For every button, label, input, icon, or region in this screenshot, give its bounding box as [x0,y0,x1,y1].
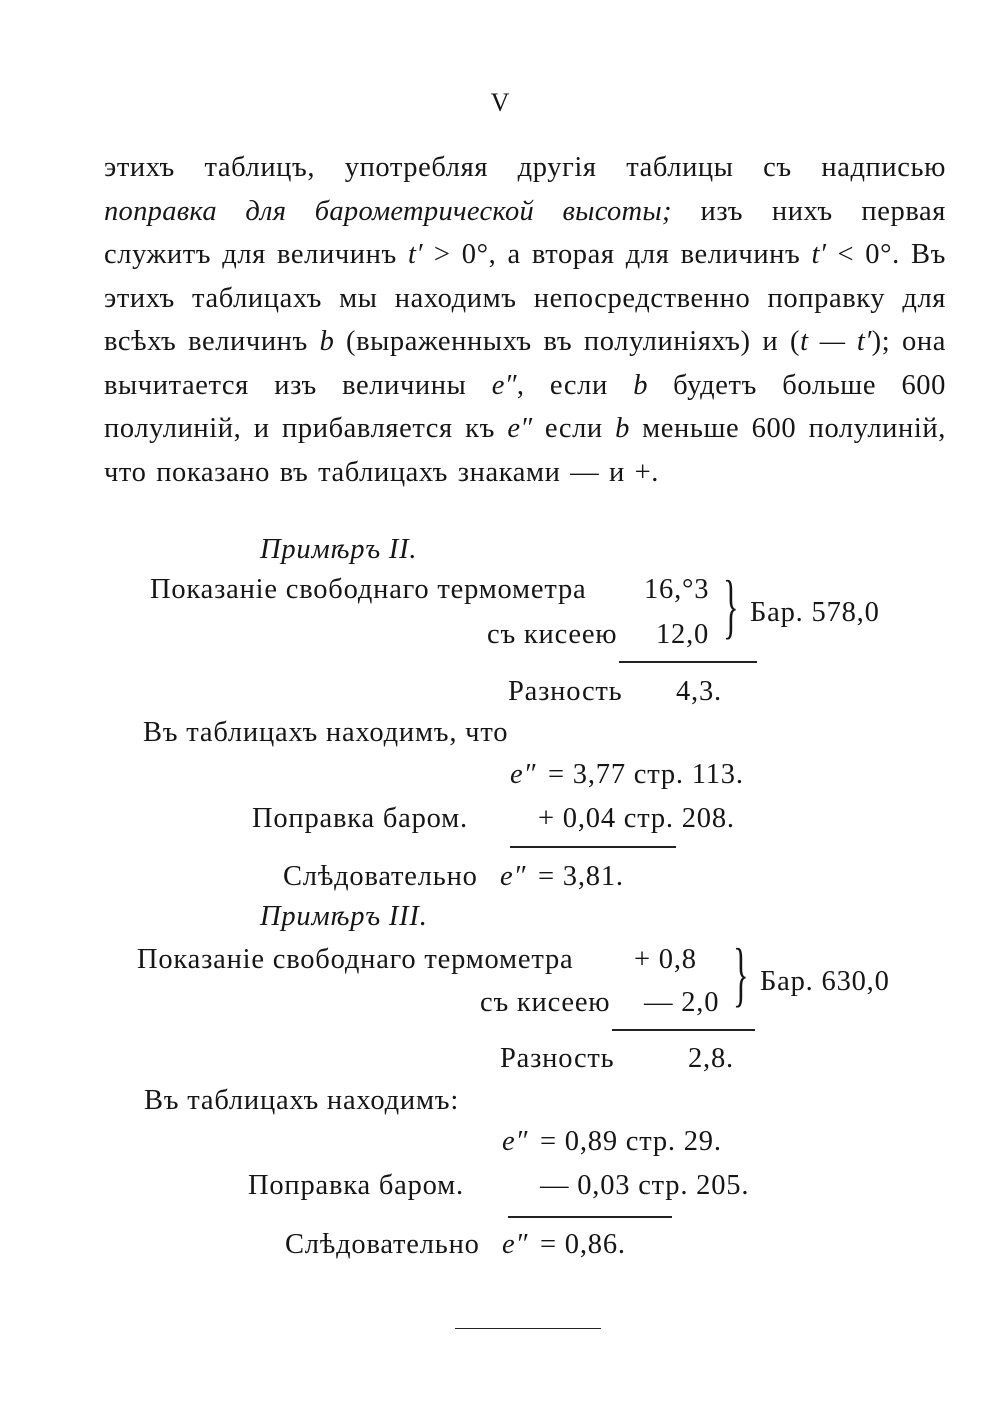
example-3-title: Примѣръ III. [260,901,428,932]
example-3-row2-label: съ кисеею [480,987,611,1018]
example-2-e-value: = 3,77 стр. 113. [548,759,744,790]
text-run: изъ нихъ первая служитъ для величинъ [104,195,946,270]
variable: t′ [811,239,827,270]
example-3-result-value: = 0,86. [540,1229,626,1260]
example-3-result-label: Слѣдовательно [285,1229,480,1260]
text-run: меньше 600 полулиній, что показано въ таблицахъ знаками — и +. [104,413,946,488]
sum-rule [612,1029,755,1031]
example-3-row1-label: Показаніе свободнаго термометра [137,944,574,975]
brace-symbol: } [733,934,749,1014]
example-2-row1-label: Показаніе свободнаго термометра [150,574,587,605]
example-3-row2-value: — 2,0 [644,987,720,1018]
example-2-result-symbol: e″ [500,861,527,892]
text-run: (выраженныхъ въ полулиніяхъ) и ( [334,326,801,357]
text-run: < 0°. Въ этихъ таблицахъ мы находимъ непосредственно поправку для всѣхъ величинъ [104,239,946,357]
sum-rule [508,1216,672,1218]
example-3-correction-label: Поправка бaром. [248,1170,464,1201]
sum-rule [510,846,676,848]
page-number: V [490,88,510,117]
example-2-result-value: = 3,81. [538,861,624,892]
example-3-result-symbol: e″ [502,1229,529,1260]
example-3-e-symbol: e″ [502,1126,529,1157]
text-run: этихъ таблицъ, употребляя другія таблицы съ надписью [104,152,946,183]
example-2-result-label: Слѣдовательно [283,861,478,892]
text-run: > 0°, а вторая для величинъ [422,239,812,270]
text-run: будетъ больше 600 полулиній, и прибавляется къ [104,369,946,444]
example-3-intro: Въ таблицахъ находимъ: [144,1085,460,1116]
example-2-row2-label: съ кисеею [487,619,618,650]
example-2-row1-value: 16,°3 [644,574,710,605]
example-3-diff-value: 2,8. [688,1043,734,1074]
example-2-row2-value: 12,0 [656,619,710,650]
italic-run: поправка для барометрической высоты; [104,195,672,227]
example-2-correction-value: + 0,04 стр. 208. [538,803,735,834]
example-2-diff-value: 4,3. [676,676,722,707]
variable: b [319,326,335,357]
example-3-e-value: = 0,89 стр. 29. [540,1126,722,1157]
body-paragraph [104,146,946,494]
text-run: , если [516,369,634,401]
example-2-barometer: Бар. 578,0 [750,597,880,628]
example-3-correction-value: — 0,03 стр. 205. [540,1170,750,1201]
example-2-e-symbol: e″ [510,759,537,790]
variable: e″ [491,369,517,401]
example-2-intro: Въ таблицахъ находимъ, что [143,717,509,748]
example-3-barometer: Бар. 630,0 [760,966,890,997]
example-2-correction-label: Поправка бaром. [252,803,468,834]
variable: b [615,413,630,444]
text-run: ); она вычитается изъ величины [104,326,947,401]
example-3-diff-label: Разность [500,1043,615,1074]
end-rule [455,1328,601,1329]
variable: t′ [408,239,423,270]
example-2-diff-label: Разность [508,676,623,707]
brace-symbol: } [723,566,739,646]
example-3-row1-value: + 0,8 [634,944,697,975]
variable: e″ [507,413,533,444]
variable: t — t′ [800,326,872,357]
variable: b [633,369,648,401]
text-run: если [532,413,616,444]
sum-rule [619,661,757,663]
example-2-title: Примѣръ II. [260,534,418,565]
